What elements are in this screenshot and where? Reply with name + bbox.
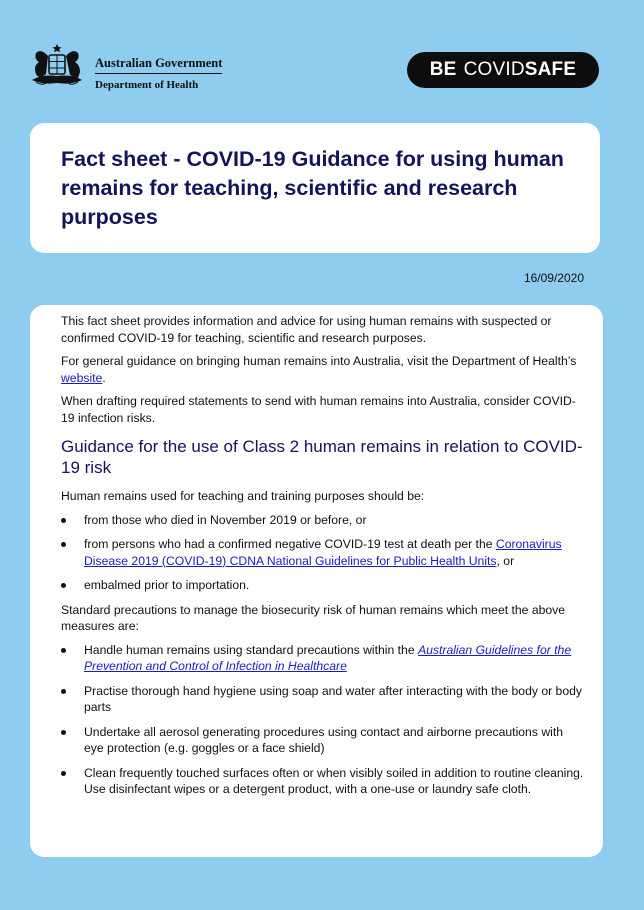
content-body: [61, 313, 586, 806]
list-item: [61, 724, 586, 757]
bullet-icon: [61, 648, 66, 653]
coat-of-arms-icon: [26, 42, 88, 88]
intro-paragraph-2: [61, 353, 586, 386]
precautions-list: [61, 642, 586, 798]
list-item-text: from those who died in November 2019 or before, or: [84, 512, 367, 527]
bullet-icon: [61, 771, 66, 776]
list-1-lead: Human remains used for teaching and training purposes should be:: [61, 489, 425, 503]
page-header: [0, 0, 644, 110]
government-name: Australian Government: [95, 56, 222, 74]
list-2-lead: Standard precautions to manage the biosecurity risk of human remains which meet the above measures are:: [61, 602, 566, 633]
list-item-text: Practise thorough hand hygiene using soap and water after interacting with the body or body parts: [84, 683, 582, 714]
infection-control-guidelines-link[interactable]: Australian Guidelines for the Prevention and Control of Infection in Healthcare: [84, 642, 572, 673]
department-name: Department of Health: [95, 79, 199, 91]
publish-date: 16/09/2020: [523, 271, 584, 285]
section-heading: Guidance for the use of Class 2 human remains in relation to COVID-19 risk: [61, 437, 583, 477]
list-item-text: Undertake all aerosol generating procedures using contact and airborne precautions with eye protection (e.g. goggles or a face shield): [84, 724, 563, 755]
intro-paragraph-2-end: .: [102, 370, 106, 385]
website-link[interactable]: website: [61, 370, 103, 385]
intro-paragraph-1: This fact sheet provides information and advice for using human remains with suspected or confirmed COVID-19 for teaching, scientific and research purposes.: [61, 314, 552, 345]
list-item: [61, 642, 586, 675]
badge-safe: SAFE: [524, 59, 577, 80]
teaching-criteria-list: [61, 512, 586, 594]
intro-paragraph-2-text: For general guidance on bringing human remains into Australia, visit the Department of Health’s: [61, 354, 577, 368]
list-item-text: embalmed prior to importation.: [84, 578, 250, 592]
be-covidsafe-badge: [407, 52, 599, 88]
government-wordmark: [95, 54, 222, 91]
intro-paragraph-3: When drafting required statements to send with human remains into Australia, consider COVID-19 infection risks.: [61, 394, 576, 425]
page-title: Fact sheet - COVID-19 Guidance for using human remains for teaching, scientific and research purposes: [61, 147, 564, 229]
bullet-icon: [61, 518, 66, 523]
bullet-icon: [61, 583, 66, 588]
list-item: [61, 577, 586, 594]
title-card: [30, 123, 600, 253]
list-item-text: Handle human remains using standard precautions within the: [84, 642, 418, 657]
content-card: [30, 305, 603, 857]
list-item: [61, 536, 586, 569]
list-item-text: Clean frequently touched surfaces often or when visibly soiled in addition to routine cleaning. Use disinfectant wipes or a detergent product, with a one-use or laundry safe cloth.: [84, 765, 584, 796]
list-item: [61, 512, 586, 529]
list-item: [61, 683, 586, 716]
badge-be: BE: [429, 59, 457, 80]
list-item-text: from persons who had a confirmed negative COVID-19 test at death per the: [84, 537, 496, 551]
bullet-icon: [61, 730, 66, 735]
list-item-text-end: , or: [496, 553, 515, 568]
bullet-icon: [61, 689, 66, 694]
bullet-icon: [61, 542, 66, 547]
list-item: [61, 765, 586, 798]
badge-covid: COVID: [463, 59, 525, 80]
cdna-guidelines-link[interactable]: Coronavirus Disease 2019 (COVID-19) CDNA National Guidelines for Public Health Units: [84, 537, 562, 568]
